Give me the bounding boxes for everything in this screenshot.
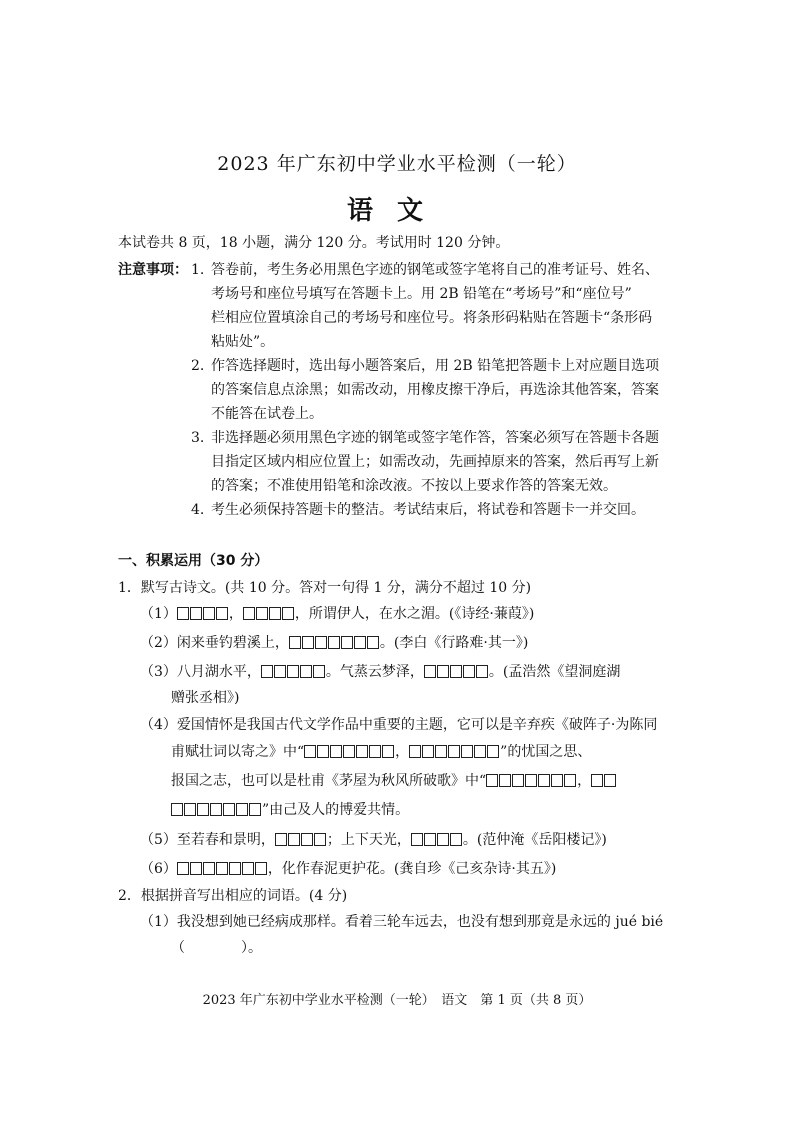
notice-text: 考场号和座位号填写在答题卡上。用 2B 铅笔在“考场号”和“座位号” [211, 286, 632, 302]
item-text: 。(范仲淹《岳阳楼记》) [462, 832, 607, 848]
notice-text: 的答案信息点涂黑；如需改动，用橡皮擦干净后，再选涂其他答案，答案 [211, 382, 659, 398]
notice-text: 作答选择题时，选出每小题答案后，用 2B 铅笔把答题卡上对应题目选项 [211, 358, 660, 374]
item-label: （2） [140, 635, 177, 651]
subject-title: 语文 [346, 196, 447, 226]
item-text: ， [228, 606, 243, 622]
answer-blank[interactable] [411, 832, 463, 848]
notice-item-4 [191, 503, 645, 517]
item-text: ，所谓伊人，在水之湄。(《诗经·蒹葭》) [294, 606, 535, 622]
notice-item-1 [191, 263, 659, 277]
item-text: ， [395, 744, 410, 760]
question-1-item-4-line-4 [171, 803, 409, 817]
notice-text: 目指定区域内相应位置上；如需改动，先画掉原来的答案，然后再写上新 [211, 454, 659, 470]
question-2-item-1 [140, 915, 663, 929]
answer-blank[interactable] [177, 606, 229, 622]
notice-heading: 注意事项： [118, 262, 188, 278]
answer-blank[interactable] [424, 664, 489, 680]
answer-paren[interactable]: （ ）。 [171, 940, 262, 956]
notice-number: 2. [191, 358, 205, 374]
notice-number: 1. [191, 262, 205, 278]
answer-blank[interactable] [289, 635, 380, 651]
item-text: 。气蒸云梦泽， [325, 664, 424, 680]
notice-item-3 [191, 431, 659, 445]
answer-blank[interactable] [486, 773, 577, 789]
page-footer: 2023 年广东初中学业水平检测（一轮） 语文 第 1 页（共 8 页） [202, 993, 592, 1008]
item-text: ；上下天光， [326, 832, 411, 848]
answer-blank[interactable] [409, 744, 500, 760]
notice-text: 非选择题必须用黑色字迹的钢笔或签字笔作答，答案必须写在答题卡各题 [211, 430, 659, 446]
question-1-item-2 [140, 636, 528, 650]
notice-number: 3. [191, 430, 205, 446]
item-text: 至若春和景明， [176, 832, 275, 848]
item-text: ”的忧国之思、 [500, 744, 592, 760]
question-2-prompt: 2．根据拼音写出相应的词语。(4 分) [118, 888, 348, 904]
item-label: （4） [140, 717, 177, 733]
notice-text: 答卷前，考生务必用黑色字迹的钢笔或签字笔将自己的准考证号、姓名、 [211, 262, 659, 278]
item-label: （1） [140, 914, 177, 930]
answer-blank[interactable] [261, 664, 326, 680]
notice-text: 考生必须保持答题卡的整洁。考试结束后，将试卷和答题卡一并交回。 [211, 502, 645, 518]
item-label: （5） [140, 832, 177, 848]
notice-text: 栏相应位置填涂自己的考场号和座位号。将条形码粘贴在答题卡“条形码 [211, 310, 653, 326]
answer-blank[interactable] [171, 802, 262, 818]
notice-item-2 [191, 359, 659, 373]
item-label: （6） [140, 861, 177, 877]
section-heading: 一、积累运用（30 分） [118, 553, 269, 569]
notice-text: 粘贴处”。 [211, 334, 275, 350]
question-1-item-1 [140, 607, 534, 621]
item-text: 爱国情怀是我国古代文学作品中重要的主题，它可以是辛弃疾《破阵子·为陈同 [176, 717, 658, 733]
item-text: 八月湖水平， [176, 664, 261, 680]
item-text: 。(李白《行路难·其一》) [379, 635, 529, 651]
item-text: 。(孟浩然《望洞庭湖 [488, 664, 621, 680]
item-label: （1） [140, 606, 177, 622]
question-1-item-6 [140, 862, 556, 876]
question-1-prompt: 1．默写古诗文。(共 10 分。答对一句得 1 分，满分不超过 10 分) [118, 580, 532, 596]
answer-blank[interactable] [591, 773, 617, 789]
item-text: 报国之志，也可以是杜甫《茅屋为秋风所破歌》中“ [171, 773, 487, 789]
item-text: 赠张丞相》) [171, 690, 240, 706]
question-1-item-4-line-2 [171, 745, 591, 759]
question-1-item-4 [140, 718, 657, 732]
item-text: 闲来垂钓碧溪上， [176, 635, 289, 651]
exam-title: 2023 年广东初中学业水平检测（一轮） [217, 153, 577, 175]
item-text: 我没想到她已经病成那样。看着三轮车远去，也没有想到那竟是永远的 jué bié [176, 914, 664, 930]
answer-blank[interactable] [177, 861, 268, 877]
notice-text: 的答案；不准使用铅笔和涂改液。不按以上要求作答的答案无效。 [211, 478, 617, 494]
question-1-item-3 [140, 665, 620, 679]
question-1-item-5 [140, 833, 607, 847]
answer-blank[interactable] [243, 606, 295, 622]
item-text: ”由己及人的博爱共情。 [262, 802, 410, 818]
notice-number: 4. [191, 502, 205, 518]
item-text: ，化作春泥更护花。(龚自珍《己亥杂诗·其五》) [267, 861, 557, 877]
exam-intro: 本试卷共 8 页，18 小题，满分 120 分。考试用时 120 分钟。 [118, 235, 510, 251]
item-text: ， [577, 773, 592, 789]
question-1-item-4-line-3 [171, 774, 617, 788]
answer-blank[interactable] [304, 744, 395, 760]
notice-text: 不能答在试卷上。 [211, 406, 323, 422]
item-text: 甫赋壮词以寄之》中“ [171, 744, 305, 760]
item-label: （3） [140, 664, 177, 680]
answer-blank[interactable] [275, 832, 327, 848]
